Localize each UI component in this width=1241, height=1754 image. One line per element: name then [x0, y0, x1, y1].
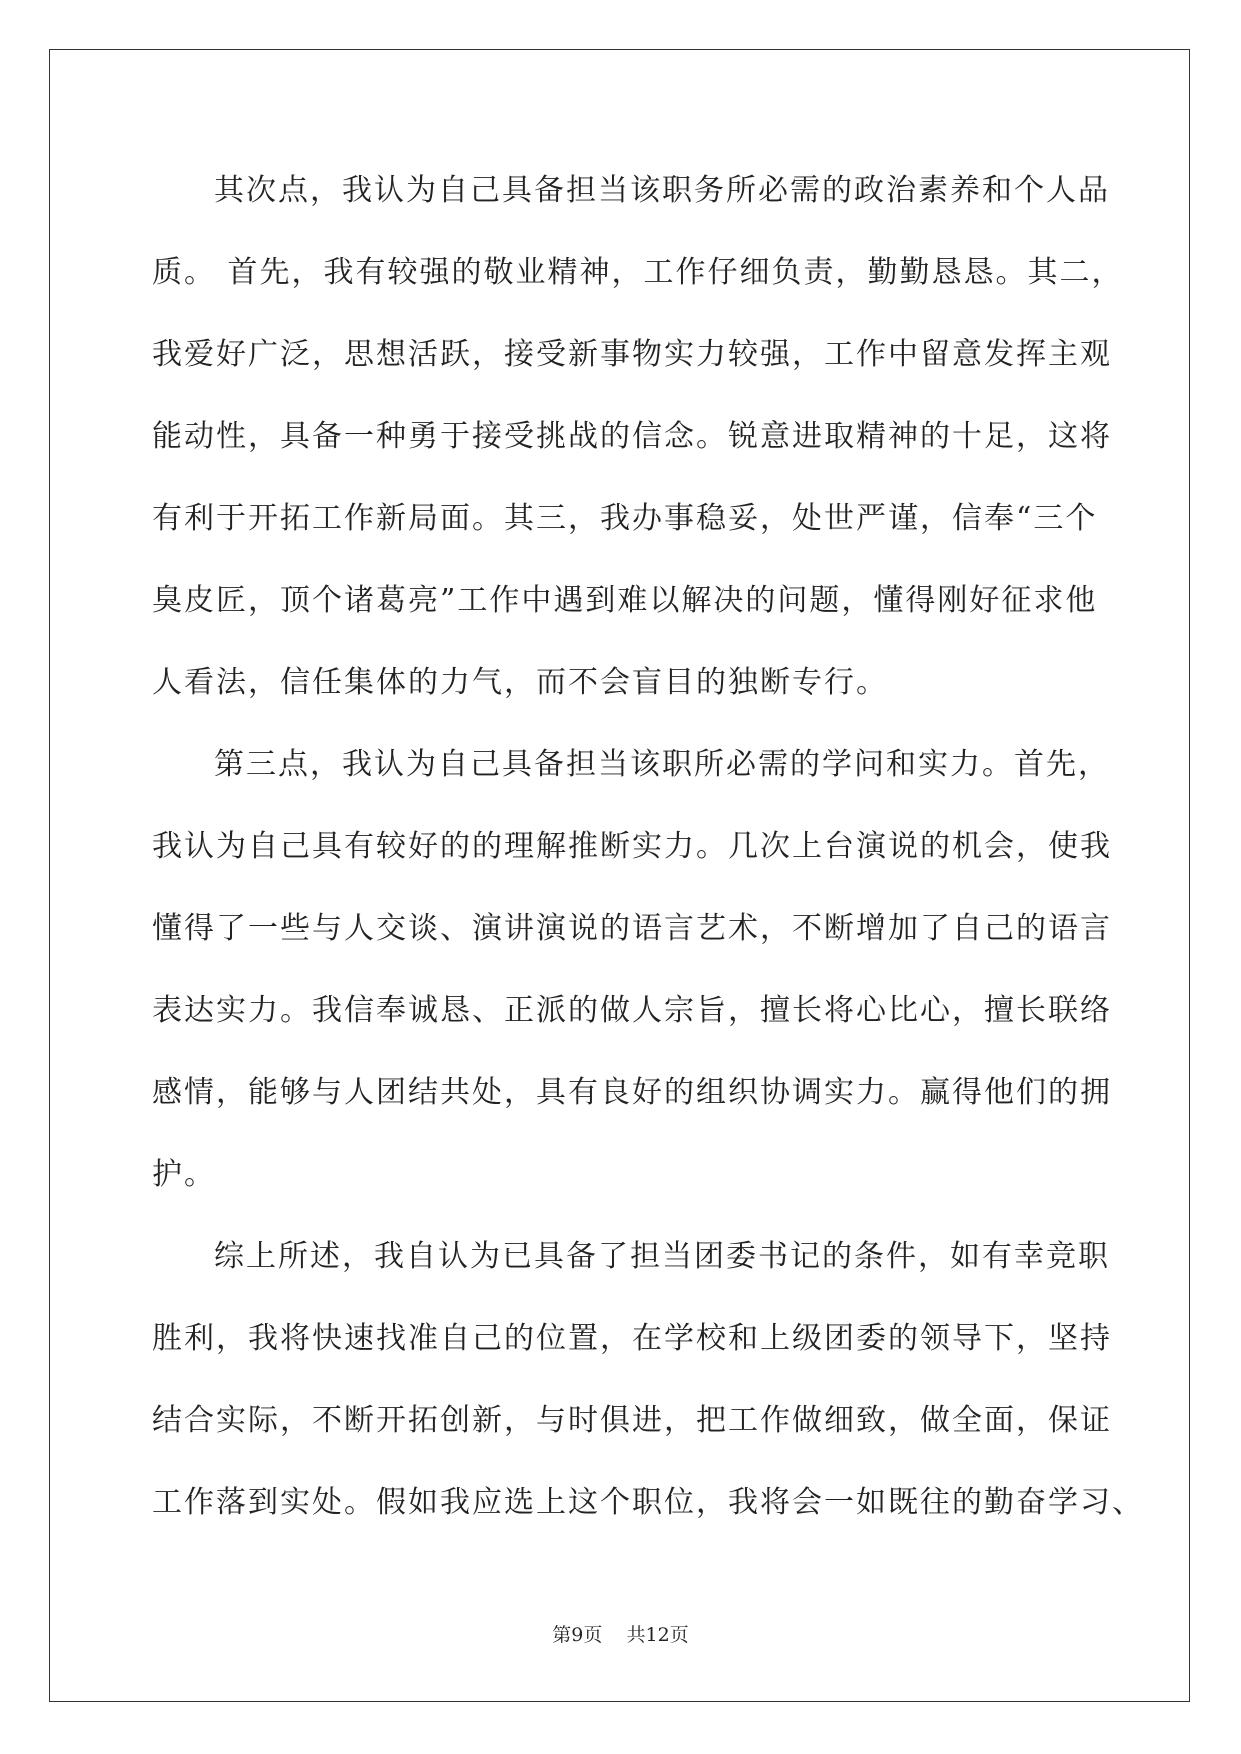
- paragraph-2: [152, 732, 1112, 1224]
- text-line: 表达实力。我信奉诚恳、正派的做人宗旨，擅长将心比心，擅长联络: [152, 993, 1112, 1028]
- text-line: 第三点，我认为自己具备担当该职所必需的学问和实力。首先，: [214, 747, 1110, 782]
- text-line: 懂得了一些与人交谈、演讲演说的语言艺术，不断增加了自己的语言: [152, 911, 1112, 946]
- text-line: 胜利，我将快速找准自己的位置，在学校和上级团委的领导下，坚持: [152, 1321, 1112, 1356]
- page-total: 共12页: [626, 1624, 689, 1646]
- text-line: 质。 首先，我有较强的敬业精神，工作仔细负责，勤勤恳恳。其二，: [152, 255, 1124, 290]
- text-line: 综上所述，我自认为已具备了担当团委书记的条件，如有幸竞职: [214, 1239, 1110, 1274]
- text-line: 其次点，我认为自己具备担当该职务所必需的政治素养和个人品: [214, 173, 1110, 208]
- text-line: 臭皮匠，顶个诸葛亮”工作中遇到难以解决的问题，懂得刚好征求他: [152, 583, 1098, 618]
- paragraph-3: [152, 1224, 1144, 1552]
- page-number: 第9页: [552, 1624, 603, 1646]
- footer-gap: [602, 1624, 626, 1646]
- paragraph-1: [152, 158, 1124, 732]
- text-line: 有利于开拓工作新局面。其三，我办事稳妥，处世严谨，信奉“三个: [152, 501, 1098, 536]
- text-line: 结合实际，不断开拓创新，与时俱进，把工作做细致，做全面，保证: [152, 1403, 1112, 1438]
- page-footer: [0, 1620, 1241, 1647]
- document-body: [152, 158, 1144, 1552]
- text-line: 感情，能够与人团结共处，具有良好的组织协调实力。赢得他们的拥: [152, 1075, 1112, 1110]
- text-line: 能动性，具备一种勇于接受挑战的信念。锐意进取精神的十足，这将: [152, 419, 1112, 454]
- text-line: 我爱好广泛，思想活跃，接受新事物实力较强，工作中留意发挥主观: [152, 337, 1112, 372]
- text-line: 工作落到实处。假如我应选上这个职位，我将会一如既往的勤奋学习、: [152, 1485, 1144, 1520]
- text-line: 护。: [152, 1157, 216, 1192]
- text-line: 我认为自己具有较好的的理解推断实力。几次上台演说的机会，使我: [152, 829, 1112, 864]
- text-line: 人看法，信任集体的力气，而不会盲目的独断专行。: [152, 665, 888, 700]
